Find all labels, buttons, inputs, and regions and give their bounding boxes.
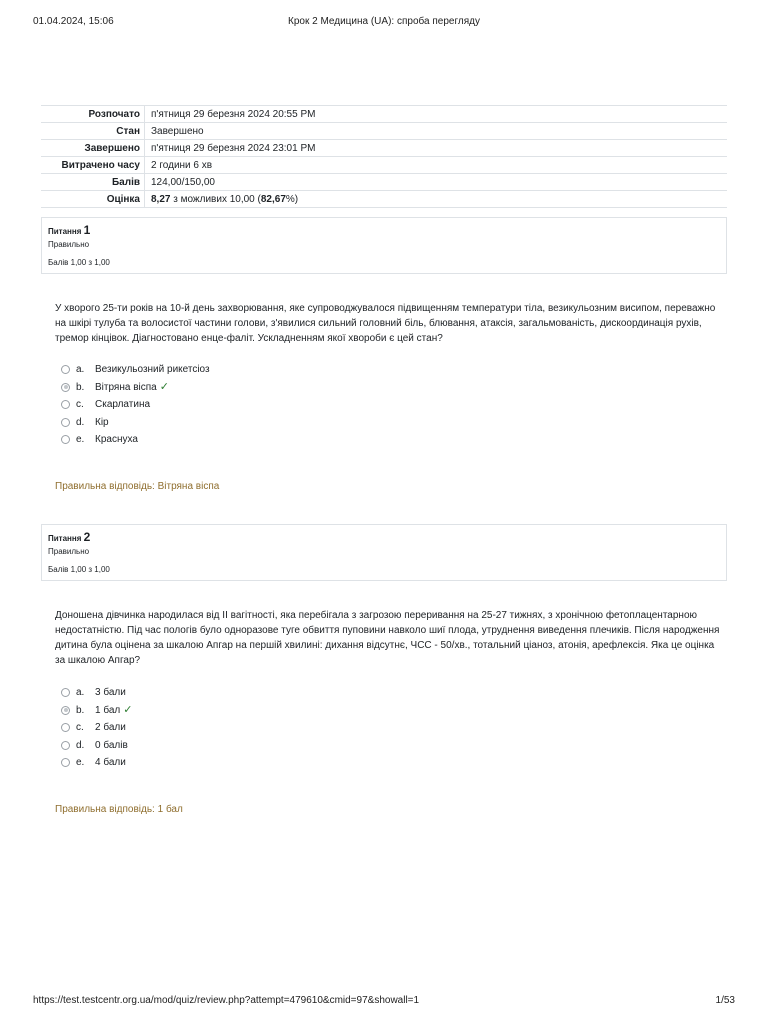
check-icon: ✓ <box>123 703 133 716</box>
grade-tail: %) <box>285 193 299 205</box>
summary-label: Завершено <box>41 140 145 157</box>
summary-value: п'ятниця 29 березня 2024 23:01 PM <box>151 142 316 154</box>
answer-letter: b. <box>76 704 85 716</box>
summary-label: Балів <box>41 174 145 191</box>
answer-letter: a. <box>76 364 85 375</box>
answer-option[interactable] <box>61 416 361 434</box>
correct-answer-feedback: Правильна відповідь: 1 бал <box>55 804 183 815</box>
question-num: 2 <box>83 530 91 544</box>
question-info-box <box>41 524 727 581</box>
summary-value: 2 години 6 хв <box>151 159 213 171</box>
summary-value: Завершено <box>151 125 204 137</box>
answer-option[interactable] <box>61 398 361 416</box>
question-number <box>48 530 90 544</box>
question-state: Правильно <box>48 547 90 556</box>
summary-label: Витрачено часу <box>41 157 145 174</box>
answer-option[interactable] <box>61 756 361 774</box>
answer-option-selected[interactable] <box>61 381 361 399</box>
question-state: Правильно <box>48 240 90 249</box>
answer-text: 3 бали <box>95 687 126 698</box>
question-grade: Балів 1,00 з 1,00 <box>48 565 110 574</box>
summary-value: 124,00/150,00 <box>151 176 215 188</box>
answer-letter: b. <box>76 381 85 393</box>
answer-list <box>61 363 361 451</box>
question-info-box <box>41 217 727 274</box>
print-page-number: 1/53 <box>715 995 735 1006</box>
answer-text: 0 балів <box>95 739 128 751</box>
summary-row-grade <box>41 191 727 208</box>
answer-text: Кір <box>95 416 109 428</box>
attempt-summary-table <box>41 105 727 208</box>
grade-value: 8,27 <box>151 193 171 205</box>
radio-button[interactable] <box>61 435 70 444</box>
answer-text: Везикульозний рикетсіоз <box>95 364 210 375</box>
question-label: Питання <box>48 534 82 543</box>
question-grade: Балів 1,00 з 1,00 <box>48 258 110 267</box>
answer-letter: e. <box>76 757 85 768</box>
question-text: Доношена дівчинка народилася від II вагітності, яка перебігала з загрозою переривання на 25-27 тижнях, з хронічною фетоплацентарною недостатністю. Під час пологів було одноразове туге обвиття пуповини навколо шиї плода, утруднення виведення плечиків. Після народження дитина була оцінена за шкалою Апгар на першій хвилині: дихання відсутнє, ЧСС - 50/хв., тотальний ціаноз, атонія, арефлексія. Яка це оцінка за шкалою Апгар? <box>55 610 720 666</box>
print-url: https://test.testcentr.org.ua/mod/quiz/review.php?attempt=479610&cmid=97&showall=1 <box>33 995 420 1006</box>
radio-button[interactable] <box>61 400 70 409</box>
answer-letter: e. <box>76 434 85 445</box>
answer-list <box>61 686 361 774</box>
print-datetime: 01.04.2024, 15:06 <box>33 16 114 27</box>
radio-button[interactable] <box>61 723 70 732</box>
radio-button-selected[interactable] <box>61 706 70 715</box>
summary-label: Оцінка <box>41 191 145 208</box>
radio-button[interactable] <box>61 365 70 374</box>
answer-option-selected[interactable] <box>61 704 361 722</box>
grade-mid: з можливих 10,00 ( <box>170 193 261 205</box>
answer-letter: a. <box>76 687 85 698</box>
question-label: Питання <box>48 227 82 236</box>
question-text: У хворого 25-ти років на 10-й день захворювання, яке супроводжувалося підвищенням температури тіла, везикульозним висипом, переважно на шкірі тулуба та волосистої частини голови, з'явилися сильний головний біль, блювання, атаксія, загальмованість, дискоординація рухів, тремор кінцівок. Діагностовано енце-фаліт. Ускладненням якої хвороби є цей стан? <box>55 303 716 344</box>
answer-text: 4 бали <box>95 757 126 768</box>
grade-percent: 82,67 <box>260 193 286 205</box>
check-icon: ✓ <box>159 380 169 393</box>
summary-row-started <box>41 106 727 123</box>
answer-letter: d. <box>76 416 85 428</box>
answer-option[interactable] <box>61 363 361 381</box>
question-num: 1 <box>83 223 91 237</box>
summary-row-completed <box>41 140 727 157</box>
answer-text: Скарлатина <box>95 399 151 410</box>
answer-text: Краснуха <box>95 434 138 445</box>
print-footer <box>33 995 735 1009</box>
answer-option[interactable] <box>61 433 361 451</box>
answer-text: 1 бал <box>95 704 121 716</box>
summary-row-time <box>41 157 727 174</box>
answer-option[interactable] <box>61 739 361 757</box>
answer-text-wrap <box>95 704 132 717</box>
radio-button[interactable] <box>61 688 70 697</box>
answer-text: 2 бали <box>95 722 126 733</box>
radio-button-selected[interactable] <box>61 383 70 392</box>
answer-text: Вітряна віспа <box>95 381 157 393</box>
answer-text-wrap <box>95 381 169 394</box>
radio-button[interactable] <box>61 418 70 427</box>
answer-option[interactable] <box>61 686 361 704</box>
summary-row-state <box>41 123 727 140</box>
answer-option[interactable] <box>61 721 361 739</box>
summary-value: п'ятниця 29 березня 2024 20:55 PM <box>151 108 316 120</box>
answer-letter: d. <box>76 739 85 751</box>
print-header <box>33 16 735 30</box>
radio-button[interactable] <box>61 741 70 750</box>
question-number <box>48 223 90 237</box>
summary-label: Стан <box>41 123 145 140</box>
correct-answer-feedback: Правильна відповідь: Вітряна віспа <box>55 481 220 492</box>
radio-button[interactable] <box>61 758 70 767</box>
print-page-title: Крок 2 Медицина (UA): спроба перегляду <box>288 16 480 27</box>
summary-value <box>145 191 728 208</box>
answer-letter: c. <box>76 722 84 733</box>
summary-label: Розпочато <box>41 106 145 123</box>
answer-letter: c. <box>76 399 84 410</box>
summary-row-marks <box>41 174 727 191</box>
